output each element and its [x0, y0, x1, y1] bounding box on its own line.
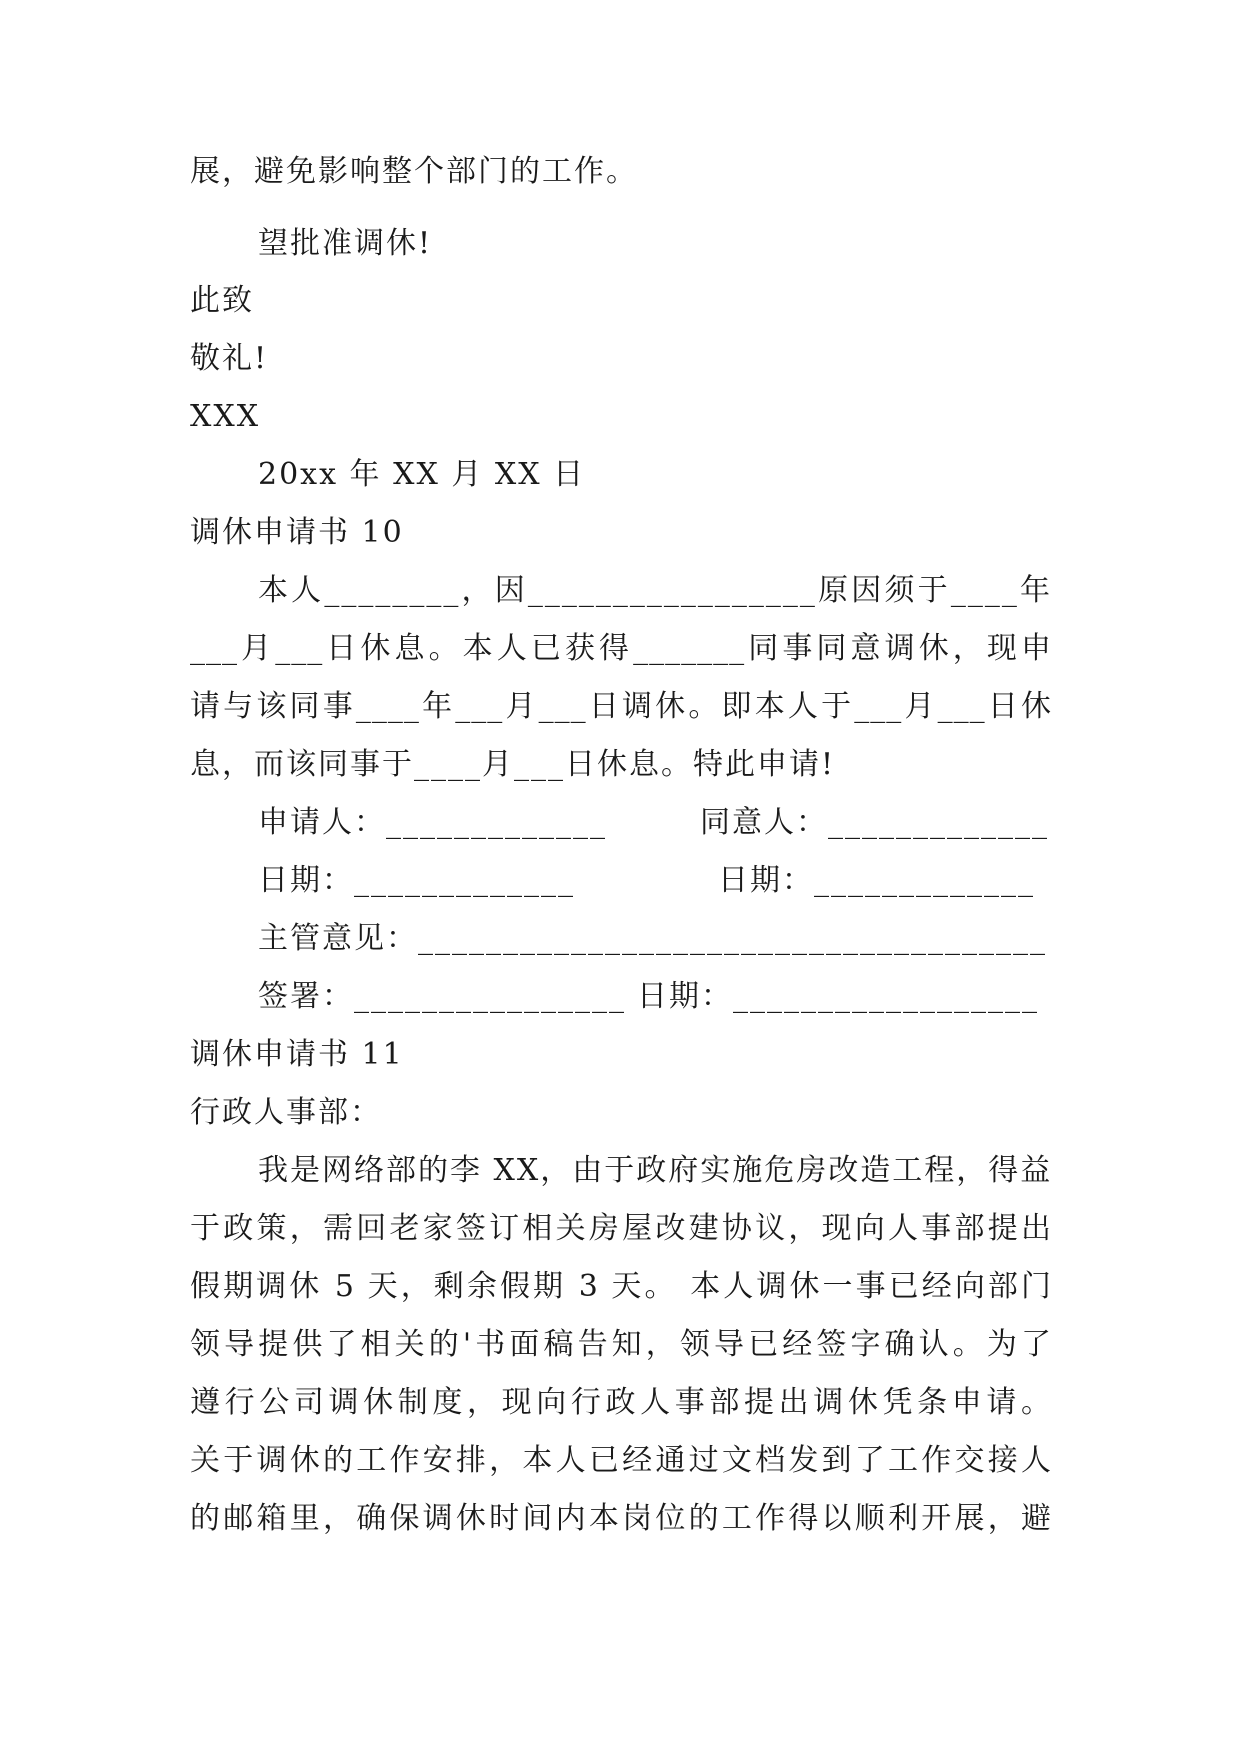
paragraph-line: 息，而该同事于____月___日休息。特此申请!: [190, 747, 836, 782]
addressee-line: 行政人事部：: [190, 1095, 382, 1130]
paragraph-line: 请与该同事____年___月___日调休。即本人于___月___日休: [190, 689, 1052, 724]
salutation-line: 此致: [190, 283, 254, 318]
consenter-field: 同意人：_____________: [700, 805, 1049, 840]
signature-name: XXX: [190, 399, 261, 434]
signature-date: 20xx 年 XX 月 XX 日: [258, 457, 586, 492]
paragraph-line: 的邮箱里，确保调休时间内本岗位的工作得以顺利开展，避: [190, 1501, 1052, 1536]
paragraph-line: ___月___日休息。本人已获得_______同事同意调休，现申: [190, 631, 1052, 666]
section-title: 调休申请书 11: [190, 1037, 404, 1072]
supervisor-opinion-field: 主管意见：_____________________________________: [258, 921, 1047, 956]
consenter-date-field: 日期：_____________: [718, 863, 1035, 898]
signature-date-field: 日期：__________________: [637, 979, 1039, 1014]
paragraph-line: 遵行公司调休制度，现向行政人事部提出调休凭条申请。: [190, 1385, 1052, 1420]
signature-field: 签署：________________: [258, 979, 626, 1014]
paragraph-line: 本人________，因_________________原因须于____年: [258, 573, 1052, 608]
paragraph-line: 关于调休的工作安排，本人已经通过文档发到了工作交接人: [190, 1443, 1052, 1478]
applicant-date-field: 日期：_____________: [258, 863, 575, 898]
paragraph-line: 领导提供了相关的'书面稿告知，领导已经签字确认。为了: [190, 1327, 1052, 1362]
section-title: 调休申请书 10: [190, 515, 404, 550]
closing-request: 望批准调休!: [258, 226, 433, 261]
paragraph-line: 我是网络部的李 XX，由于政府实施危房改造工程，得益: [258, 1153, 1053, 1188]
paragraph-line: 展，避免影响整个部门的工作。: [190, 154, 638, 189]
applicant-field: 申请人：_____________: [258, 805, 607, 840]
paragraph-line: 假期调休 5 天，剩余假期 3 天。 本人调休一事已经向部门: [190, 1269, 1052, 1304]
salutation-line: 敬礼!: [190, 341, 269, 376]
paragraph-line: 于政策，需回老家签订相关房屋改建协议，现向人事部提出: [190, 1211, 1052, 1246]
